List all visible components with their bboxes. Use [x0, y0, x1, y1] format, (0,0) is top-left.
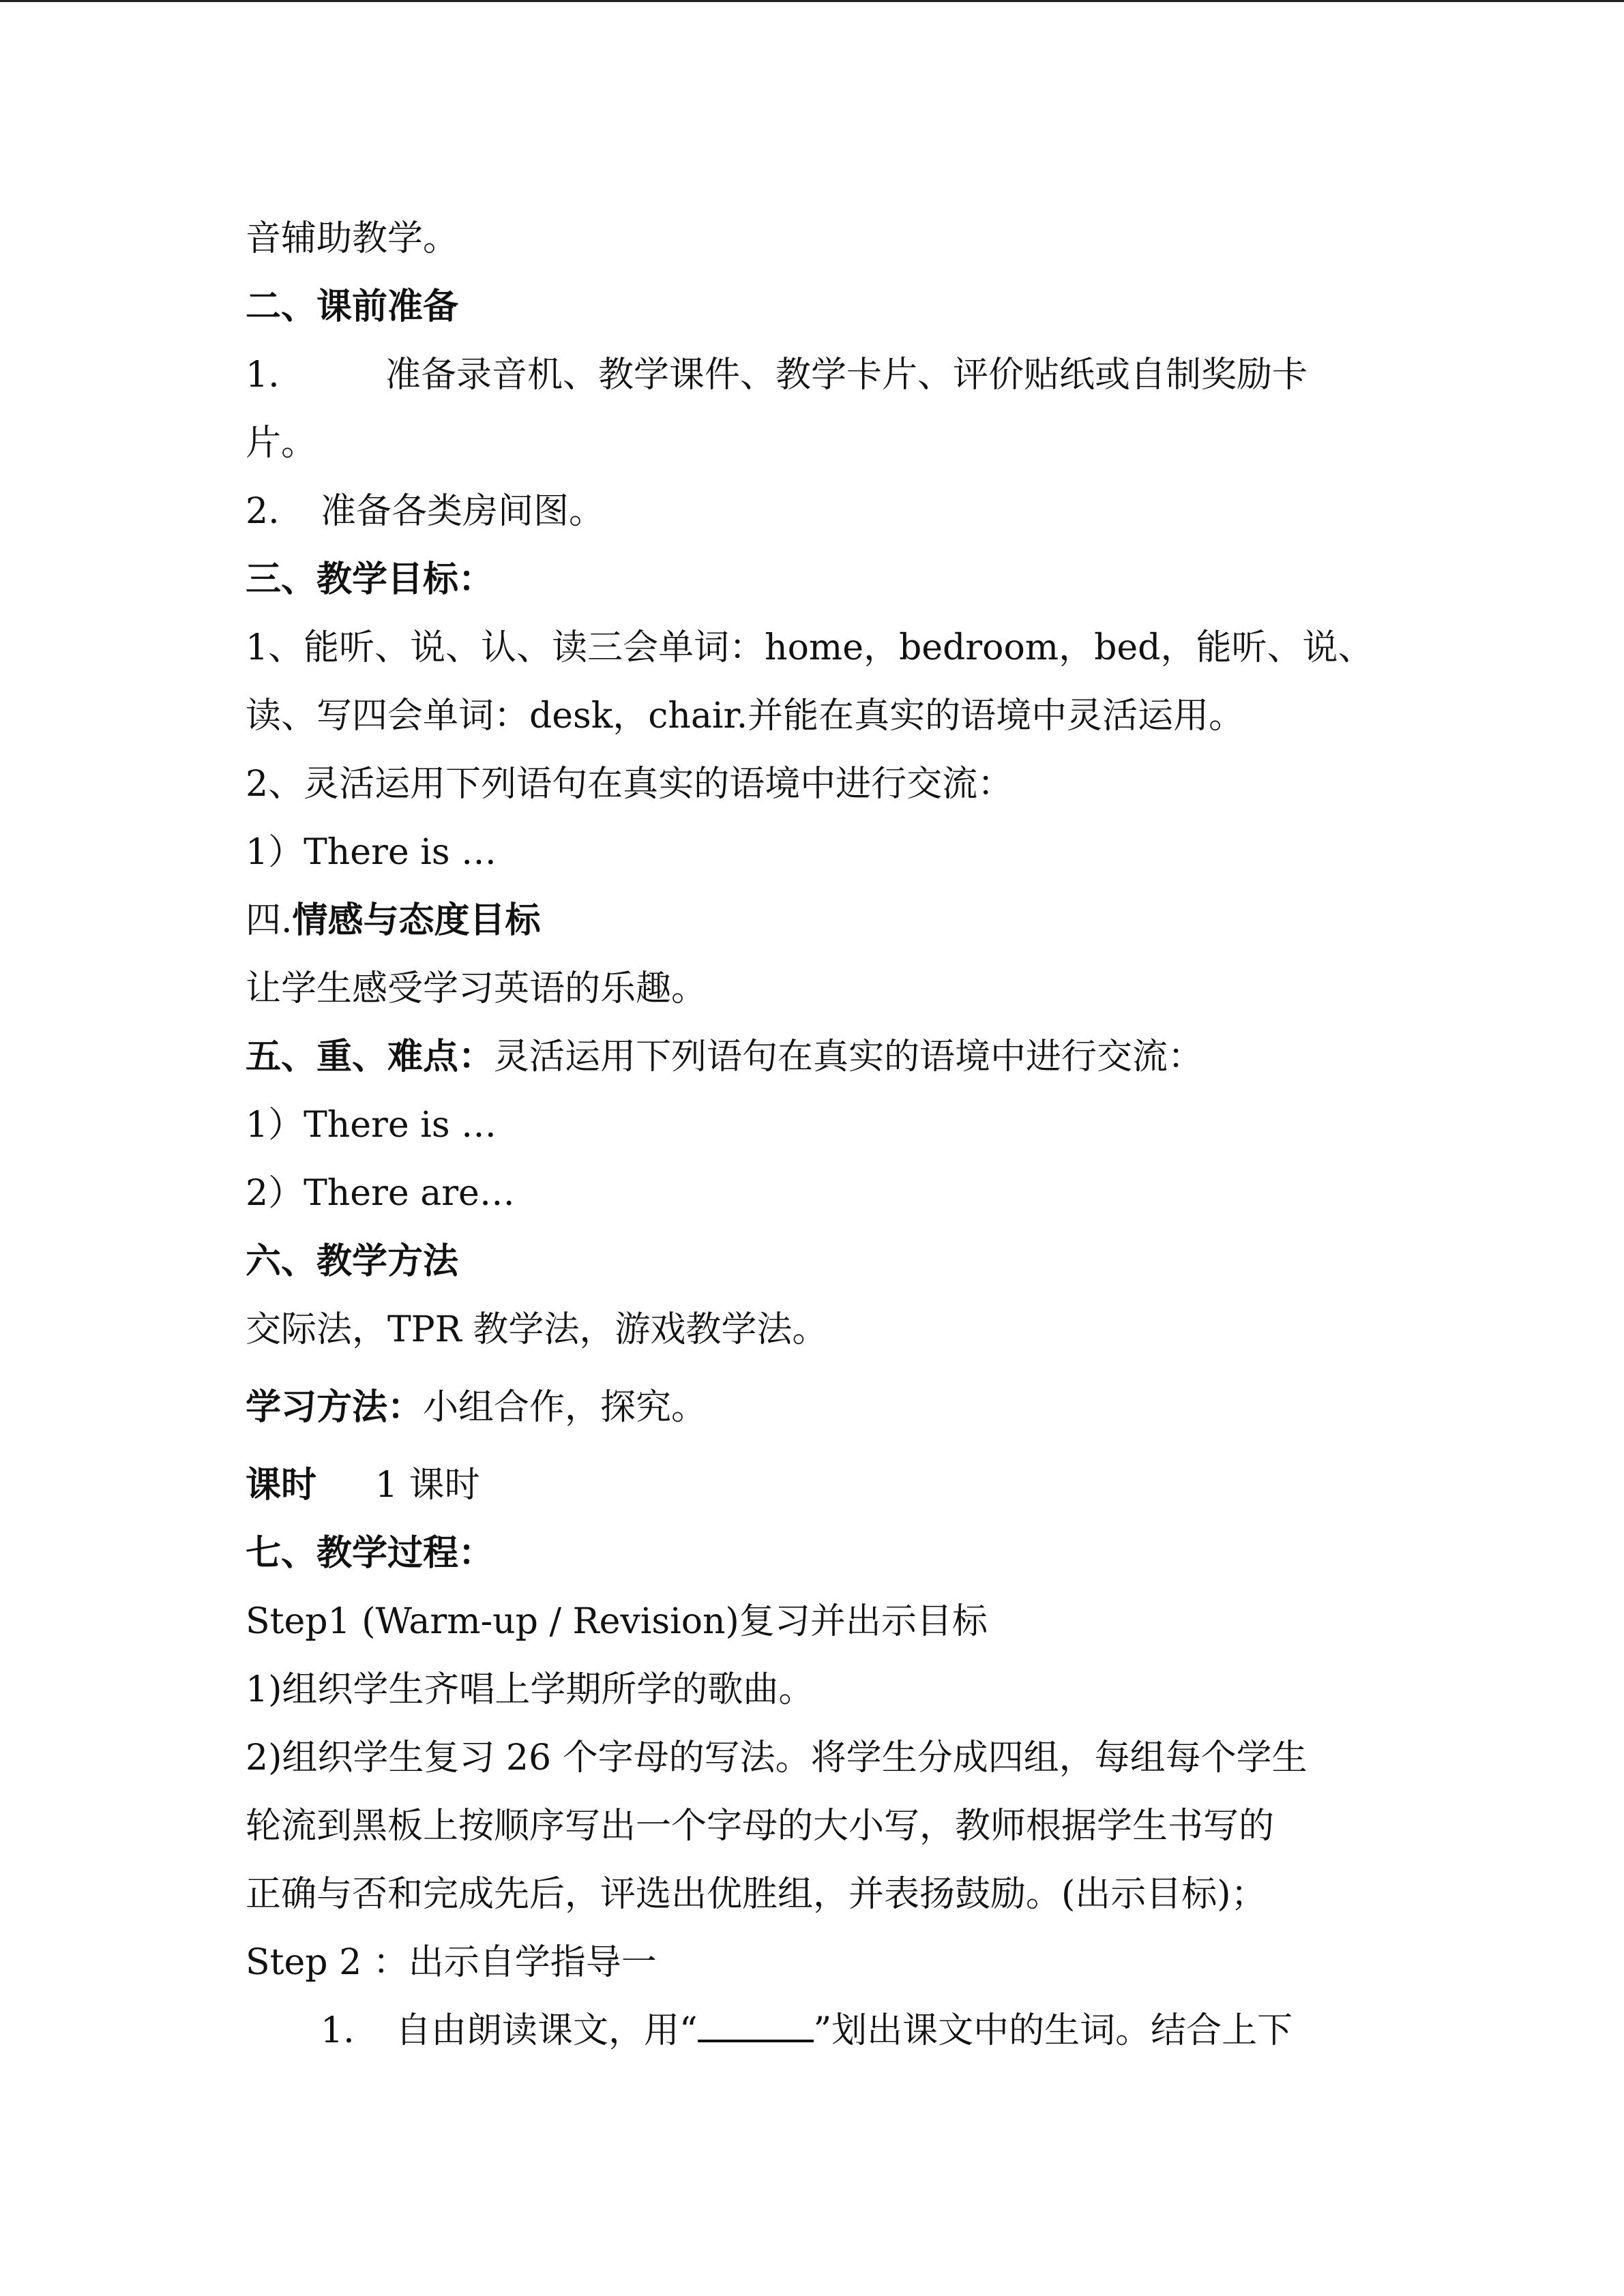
study-methods [246, 1373, 1385, 1442]
goal-line: 读、写四会单词：desk，chair.并能在真实的语境中灵活运用。 [246, 696, 1245, 736]
text-line: 1)组织学生齐唱上学期所学的歌曲。 [246, 1669, 814, 1710]
sentence-pattern: 2）There are… [246, 1173, 515, 1214]
step-heading: Step 2 ：出示自学指导一 [246, 1942, 657, 1983]
list-item-2 [246, 477, 1385, 546]
text-line: 片。 [246, 423, 317, 464]
list-number: 1. [321, 2010, 355, 2051]
list-item-step2 [246, 1997, 1385, 2065]
section-heading-6: 六、教学方法 [246, 1240, 459, 1282]
text-line: 2)组织学生复习 26 个字母的写法。将学生分成四组，每组每个学生 [246, 1738, 1308, 1778]
list-text-pre: 自由朗读课文，用“ [396, 2010, 698, 2051]
section-heading-3: 三、教学目标： [246, 558, 494, 600]
class-hours [246, 1451, 1385, 1519]
underline-blank [698, 1999, 814, 2042]
list-text-post: ”划出课文中的生词。结合上下 [813, 2010, 1293, 2051]
document-body [246, 205, 1385, 2065]
list-text: 准备录音机、教学课件、教学卡片、评价贴纸或自制奖励卡 [385, 355, 1308, 396]
study-label: 学习方法： [246, 1386, 424, 1428]
list-number: 2. [246, 491, 280, 532]
goal-line: 2、灵活运用下列语句在真实的语境中进行交流： [246, 764, 1014, 805]
sentence-pattern: 1）There is … [246, 1105, 497, 1146]
section-heading-2: 二、课前准备 [246, 286, 459, 327]
step-heading: Step1 (Warm-up / Revision)复习并出示目标 [246, 1601, 988, 1642]
hours-value: 1 课时 [375, 1465, 480, 1506]
list-number: 1. [246, 355, 280, 396]
study-text: 小组合作，探究。 [423, 1387, 707, 1428]
page-top-border [0, 0, 1624, 2]
text-line: 正确与否和完成先后，评选出优胜组，并表扬鼓励。(出示目标)； [246, 1874, 1267, 1915]
hours-label: 课时 [246, 1464, 317, 1506]
sentence-pattern: 1）There is … [246, 832, 497, 873]
text-line: 让学生感受学习英语的乐趣。 [246, 968, 707, 1009]
heading-text: 灵活运用下列语句在真实的语境中进行交流： [494, 1037, 1204, 1077]
text-line: 交际法，TPR 教学法，游戏教学法。 [246, 1309, 828, 1350]
heading-label: 五、重、难点： [246, 1036, 494, 1077]
list-text: 准备各类房间图。 [321, 491, 605, 532]
section-heading-7: 七、教学过程： [246, 1532, 494, 1574]
list-item-1 [246, 341, 1385, 409]
section-heading-4 [246, 886, 1385, 955]
heading-number: 四. [246, 900, 293, 941]
text-line: 轮流到黑板上按顺序写出一个字母的大小写，教师根据学生书写的 [246, 1806, 1275, 1847]
section-heading-5 [246, 1023, 1385, 1091]
goal-line: 1、能听、说、认、读三会单词：home，bedroom，bed，能听、说、 [246, 627, 1374, 668]
text-line: 音辅助教学。 [246, 218, 459, 259]
heading-text: 情感与态度目标 [292, 899, 541, 941]
